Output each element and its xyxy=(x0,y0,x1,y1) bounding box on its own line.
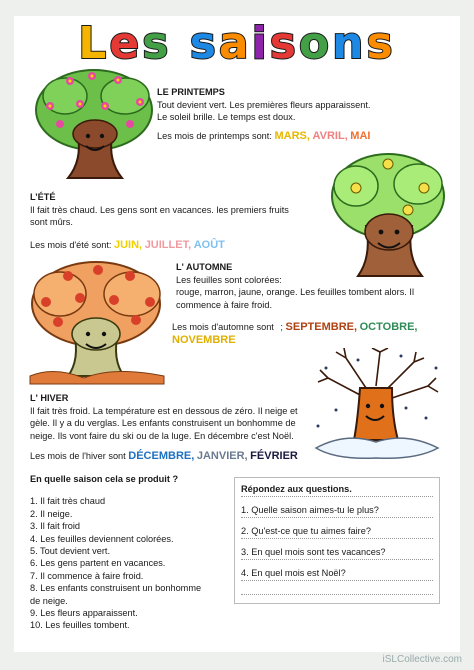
winter-month: DÉCEMBRE, xyxy=(128,450,195,462)
exercise-2-question: 4. En quel mois est Noël? xyxy=(241,568,346,578)
exercise-2-question: 1. Quelle saison aimes-tu le plus? xyxy=(241,505,379,515)
footer-watermark: iSLCollective.com xyxy=(382,654,462,665)
answer-line[interactable] xyxy=(241,594,433,595)
summer-months-line xyxy=(30,239,330,252)
exercise-2-question: 3. En quel mois sont tes vacances? xyxy=(241,547,386,557)
autumn-months-intro: Les mois d'automne sont xyxy=(172,322,274,332)
autumn-month: SEPTEMBRE, xyxy=(285,321,358,333)
exercise-1-item: 10. Les feuilles tombent. xyxy=(30,620,130,631)
title-letter xyxy=(171,18,189,69)
winter-text-1: Il fait très froid. La température est en dessous de zéro. Il neige et xyxy=(30,405,298,416)
answer-line[interactable] xyxy=(241,538,433,539)
winter-month: JANVIER, xyxy=(196,450,248,462)
spring-tree-illustration xyxy=(30,66,160,184)
winter-section xyxy=(30,392,330,463)
spring-text-2: Le soleil brille. Le temps est doux. xyxy=(157,112,296,122)
exercise-1-item: de neige. xyxy=(30,595,68,606)
summer-month: JUIN, xyxy=(114,238,143,251)
exercise-1-item: 4. Les feuilles deviennent colorées. xyxy=(30,533,174,544)
title-letter: o xyxy=(298,18,333,69)
title-letter: s xyxy=(269,18,299,69)
title-letter: s xyxy=(189,18,219,69)
exercise-1-item: 9. Les fleurs apparaissent. xyxy=(30,608,138,619)
title-letter: L xyxy=(78,18,110,69)
summer-month: AOÛT xyxy=(193,238,225,251)
autumn-heading: L' AUTOMNE xyxy=(176,262,233,272)
spring-month: MAI xyxy=(350,129,371,142)
spring-month: MARS, xyxy=(274,129,310,142)
answer-line[interactable] xyxy=(241,517,433,518)
winter-text-3: neige. Ils vont faire du ski ou de la luge. En décembre c'est Noël. xyxy=(30,430,294,441)
autumn-text-1: Les feuilles sont colorées: xyxy=(176,274,282,285)
autumn-month: NOVEMBRE xyxy=(172,333,236,346)
title-letter: i xyxy=(251,18,270,69)
autumn-section xyxy=(172,261,456,346)
page-title xyxy=(0,18,474,69)
summer-section xyxy=(30,191,330,251)
title-letter: s xyxy=(142,18,172,69)
autumn-text-3: commence à faire froid. xyxy=(176,299,272,310)
winter-text-2: gèle. Il y a du verglas. Les enfants construisent un bonhomme de xyxy=(30,418,296,428)
exercise-1-item: 6. Les gens partent en vacances. xyxy=(30,558,166,569)
winter-month: FÉVRIER xyxy=(250,450,298,462)
winter-heading: L' HIVER xyxy=(30,393,69,403)
exercise-2-heading: Répondez aux questions. xyxy=(241,484,352,494)
summer-text-1: Il fait très chaud. Les gens sont en vacances. les premiers fruits xyxy=(30,204,289,215)
title-letter: s xyxy=(366,18,396,69)
exercise-2-question: 2. Qu'est-ce que tu aimes faire? xyxy=(241,526,371,536)
spring-text-1: Tout devient vert. Les premières fleurs apparaissent. xyxy=(157,99,371,110)
spring-section xyxy=(157,86,457,142)
answer-line[interactable] xyxy=(241,496,433,497)
spring-months-intro: Les mois de printemps sont: xyxy=(157,130,272,141)
answer-line[interactable] xyxy=(241,580,433,581)
spring-months-line xyxy=(157,130,457,143)
winter-months-line xyxy=(30,450,330,463)
summer-text-2: sont mûrs. xyxy=(30,217,73,227)
autumn-text-2: rouge, marron, jaune, orange. Les feuilles tombent alors. Il xyxy=(176,287,414,297)
summer-months-intro: Les mois d'été sont: xyxy=(30,239,112,250)
exercise-1-question: En quelle saison cela se produit ? xyxy=(30,474,179,484)
autumn-months-separator: ; xyxy=(280,322,283,332)
exercise-1-item: 8. Les enfants construisent un bonhomme xyxy=(30,583,202,594)
exercise-1-item: 5. Tout devient vert. xyxy=(30,546,111,557)
autumn-tree-illustration xyxy=(24,258,170,386)
exercise-1 xyxy=(30,473,230,632)
summer-heading: L’ÉTÉ xyxy=(30,192,56,202)
exercise-1-item: 1. Il fait très chaud xyxy=(30,496,106,507)
exercise-2-box xyxy=(234,477,440,604)
title-letter: e xyxy=(109,18,143,69)
exercise-1-item: 3. Il fait froid xyxy=(30,521,81,532)
summer-month: JUILLET, xyxy=(144,238,192,251)
title-letter: a xyxy=(218,18,252,69)
answer-line[interactable] xyxy=(241,559,433,560)
title-letter: n xyxy=(332,18,367,69)
exercise-1-item: 2. Il neige. xyxy=(30,508,73,519)
spring-month: AVRIL, xyxy=(312,129,348,142)
autumn-months-line xyxy=(172,321,462,346)
spring-heading: LE PRINTEMPS xyxy=(157,87,225,97)
autumn-month: OCTOBRE, xyxy=(359,321,418,333)
winter-months-intro: Les mois de l'hiver sont xyxy=(30,451,126,461)
exercise-1-item: 7. Il commence à faire froid. xyxy=(30,570,144,581)
